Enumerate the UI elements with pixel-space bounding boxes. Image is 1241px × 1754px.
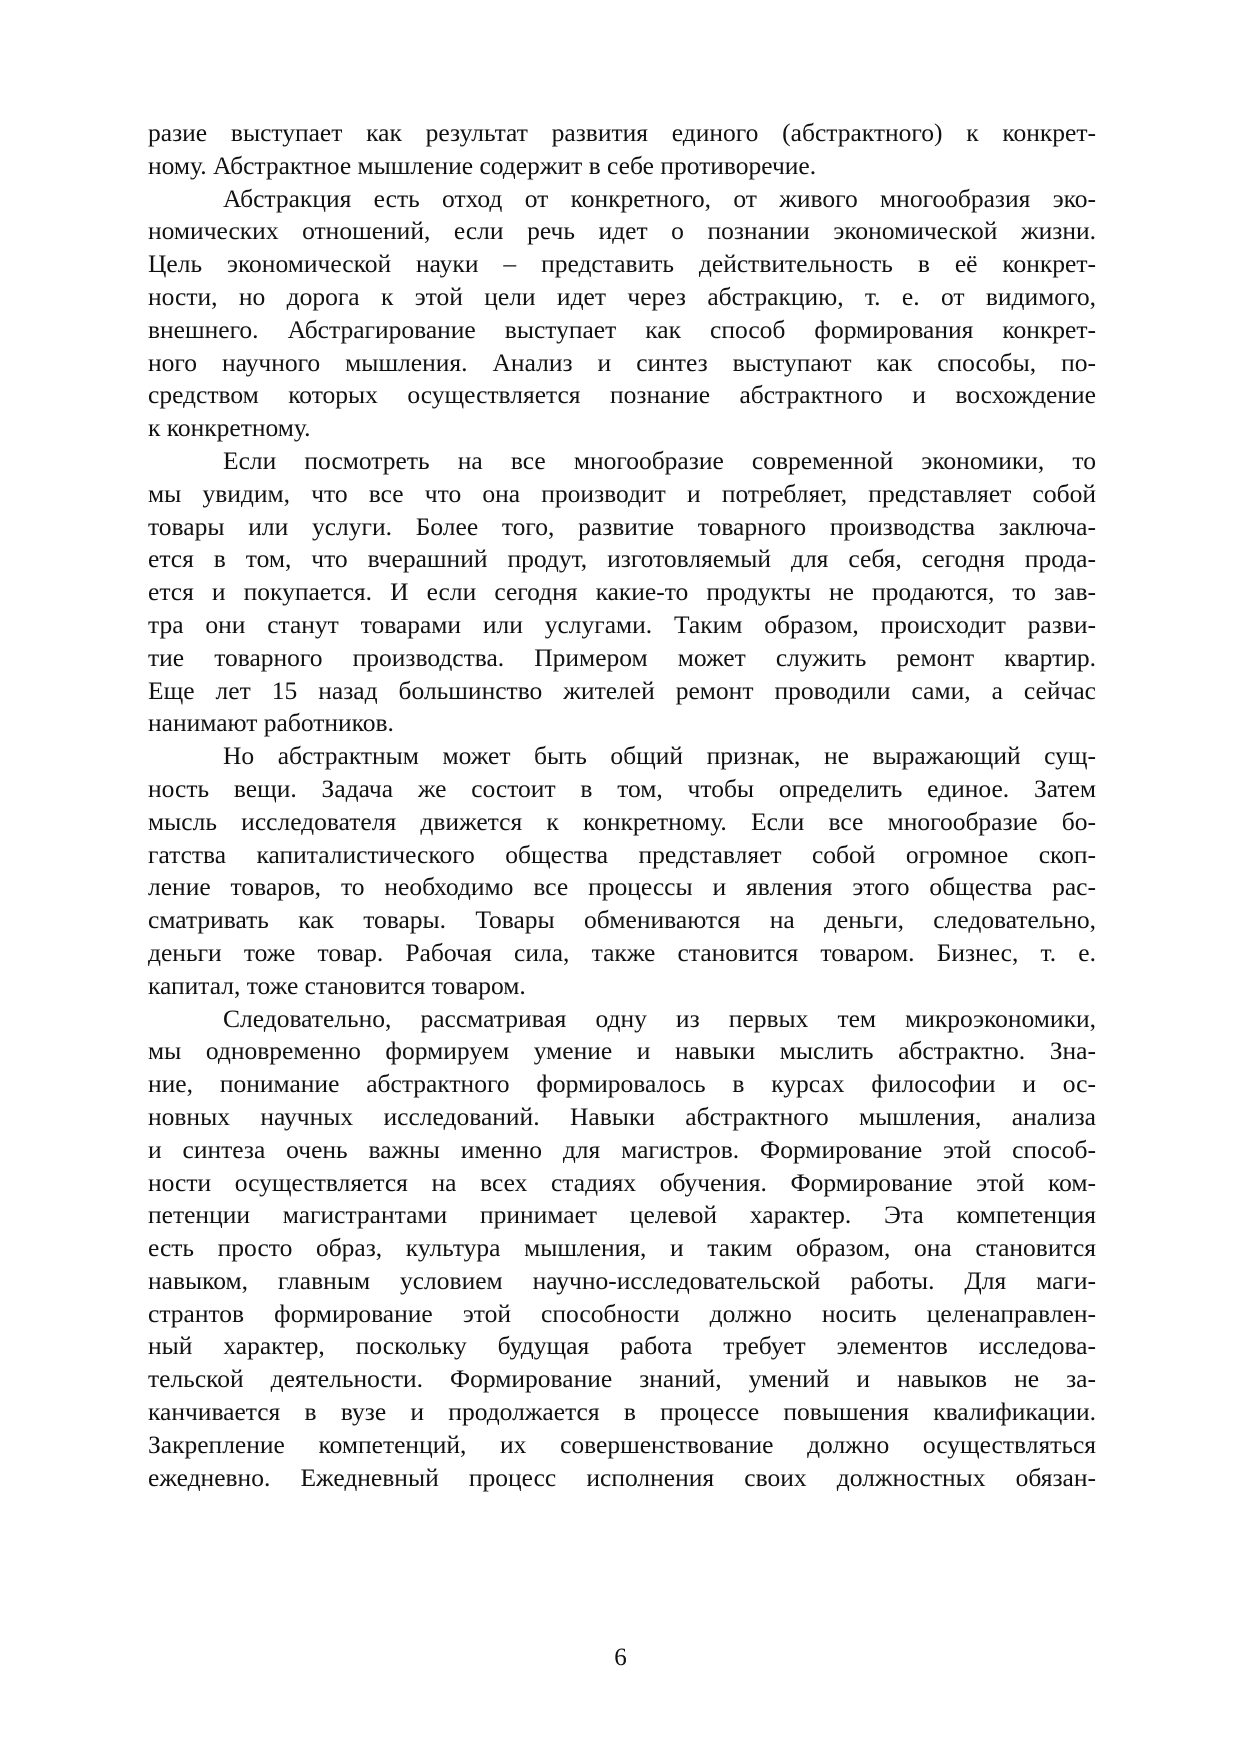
text-line: и синтеза очень важны именно для магистров. Формирование этой способ- (148, 1134, 1096, 1164)
body-text (148, 117, 1096, 1494)
text-line: странтов формирование этой способности должно носить целенаправлен- (148, 1298, 1096, 1328)
text-line: ность вещи. Задача же состоит в том, чтобы определить единое. Затем (148, 773, 1096, 803)
text-line: Цель экономической науки – представить действительность в её конкрет- (148, 249, 1096, 279)
text-line: ется в том, что вчерашний продут, изготовляемый для себя, сегодня прода- (148, 544, 1096, 574)
text-line: ежедневно. Ежедневный процесс исполнения своих должностных обязан- (148, 1462, 1096, 1492)
page-number: 6 (614, 1644, 627, 1671)
text-line: к конкретному. (148, 413, 311, 443)
text-line: ного научного мышления. Анализ и синтез выступают как способы, по- (148, 347, 1096, 377)
text-line: тра они станут товарами или услугами. Таким образом, происходит разви- (148, 609, 1096, 639)
text-line: мы одновременно формируем умение и навыки мыслить абстрактно. Зна- (148, 1036, 1096, 1066)
text-line: ный характер, поскольку будущая работа требует элементов исследова- (148, 1331, 1096, 1361)
text-line: Еще лет 15 назад большинство жителей ремонт проводили сами, а сейчас (148, 675, 1096, 705)
paragraph (148, 183, 1096, 445)
text-line: мысль исследователя движется к конкретному. Если все многообразие бо- (148, 806, 1096, 836)
text-line: номических отношений, если речь идет о познании экономической жизни. (148, 216, 1096, 246)
text-line: новных научных исследований. Навыки абстрактного мышления, анализа (148, 1101, 1096, 1131)
text-line: Закрепление компетенций, их совершенствование должно осуществляться (148, 1429, 1096, 1459)
text-line: тие товарного производства. Примером может служить ремонт квартир. (148, 642, 1096, 672)
text-line: навыком, главным условием научно-исследовательской работы. Для маги- (148, 1265, 1096, 1295)
text-line: Следовательно, рассматривая одну из первых тем микроэкономики, (223, 1003, 1096, 1033)
text-line: капитал, тоже становится товаром. (148, 970, 526, 1000)
paragraph (148, 740, 1096, 1002)
paragraph (148, 117, 1096, 183)
text-line: петенции магистрантами принимает целевой характер. Эта компетенция (148, 1200, 1096, 1230)
text-line: тельской деятельности. Формирование знаний, умений и навыков не за- (148, 1364, 1096, 1394)
text-line: ние, понимание абстрактного формировалось в курсах философии и ос- (148, 1069, 1096, 1099)
text-line: ности осуществляется на всех стадиях обучения. Формирование этой ком- (148, 1167, 1096, 1197)
text-line: Но абстрактным может быть общий признак, не выражающий сущ- (223, 741, 1096, 771)
text-line: гатства капиталистического общества представляет собой огромное скоп- (148, 839, 1096, 869)
text-line: ление товаров, то необходимо все процессы и явления этого общества рас- (148, 872, 1096, 902)
text-line: ется и покупается. И если сегодня какие-то продукты не продаются, то зав- (148, 577, 1096, 607)
text-line: деньги тоже товар. Рабочая сила, также становится товаром. Бизнес, т. е. (148, 937, 1096, 967)
paragraph (148, 1003, 1096, 1495)
text-line: средством которых осуществляется познание абстрактного и восхождение (148, 380, 1096, 410)
text-line: Если посмотреть на все многообразие современной экономики, то (223, 445, 1096, 475)
text-line: сматривать как товары. Товары обмениваются на деньги, следовательно, (148, 905, 1096, 935)
text-line: ному. Абстрактное мышление содержит в себе противоречие. (148, 150, 817, 180)
text-line: мы увидим, что все что она производит и потребляет, представляет собой (148, 478, 1096, 508)
text-line: внешнего. Абстрагирование выступает как способ формирования конкрет- (148, 314, 1096, 344)
text-line: товары или услуги. Более того, развитие товарного производства заключа- (148, 511, 1096, 541)
text-line: Абстракция есть отход от конкретного, от живого многообразия эко- (223, 183, 1096, 213)
text-line: нанимают работников. (148, 708, 394, 738)
text-line: ности, но дорога к этой цели идет через абстракцию, т. е. от видимого, (148, 281, 1096, 311)
text-line: разие выступает как результат развития единого (абстрактного) к конкрет- (148, 118, 1096, 147)
text-line: канчивается в вузе и продолжается в процессе повышения квалификации. (148, 1397, 1096, 1427)
text-line: есть просто образ, культура мышления, и таким образом, она становится (148, 1233, 1096, 1263)
paragraph (148, 445, 1096, 740)
